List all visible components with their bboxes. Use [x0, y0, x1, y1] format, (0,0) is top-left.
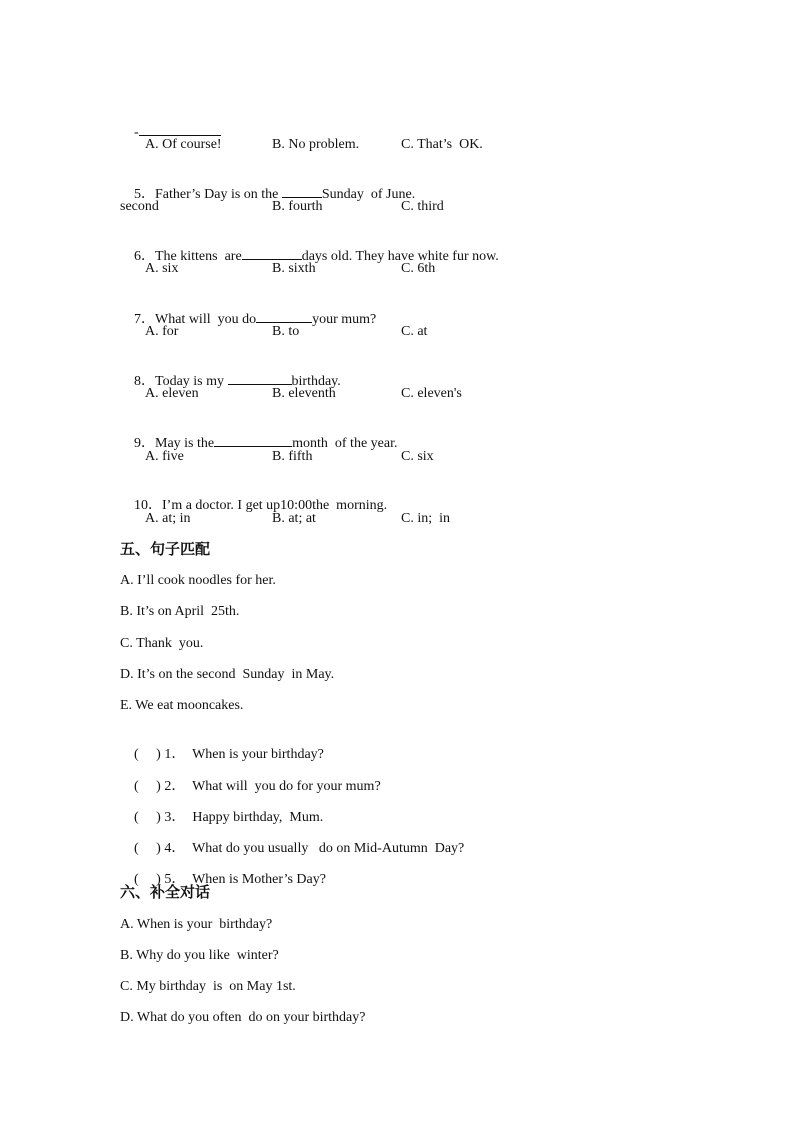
dialogue-option-d: D. What do you often do on your birthday?	[120, 1010, 366, 1025]
answer-blank	[139, 123, 221, 136]
match-question-text: What do you usually do on Mid-Autumn Day?	[192, 841, 465, 856]
question-text: your mum?	[312, 312, 377, 327]
q7-option-a: A. for	[145, 324, 179, 339]
section-6-title: 六、补全对话	[120, 883, 211, 901]
answer-bracket: ( ) 1．	[134, 747, 186, 762]
dialogue-option-b: B. Why do you like winter?	[120, 948, 279, 963]
q9-option-b: B. fifth	[272, 449, 313, 464]
question-text: Father’s Day is on the	[155, 187, 282, 202]
question-text: The kittens are	[155, 249, 242, 264]
answer-blank	[228, 372, 292, 385]
answer-bracket: ( ) 2．	[134, 779, 186, 794]
q9-option-a: A. five	[145, 449, 184, 464]
q5-option-c: C. third	[401, 199, 444, 214]
match-answer-a: A. I’ll cook noodles for her.	[120, 573, 276, 588]
dialogue-option-a: A. When is your birthday?	[120, 917, 273, 932]
answer-bracket: ( ) 3．	[134, 810, 186, 825]
q8-option-c: C. eleven's	[401, 386, 462, 401]
question-text: days old. They have white fur now.	[301, 249, 499, 264]
answer-blank	[214, 434, 292, 447]
match-question-text: Happy birthday, Mum.	[192, 810, 324, 825]
question-number: 9．	[134, 436, 155, 451]
q6-option-c: C. 6th	[401, 261, 436, 276]
q5-option-b: B. fourth	[272, 199, 323, 214]
q7-option-c: C. at	[401, 324, 428, 339]
question-text: May is the	[155, 436, 215, 451]
question-text: month of the year.	[292, 436, 398, 451]
q10-option-b: B. at; at	[272, 511, 316, 526]
answer-bracket: ( ) 4．	[134, 841, 186, 856]
match-question-text: What will you do for your mum?	[192, 779, 381, 794]
q10-option-a: A. at; in	[145, 511, 191, 526]
match-question-text: When is Mother’s Day?	[192, 872, 326, 887]
q8-option-a: A. eleven	[145, 386, 199, 401]
q6-option-b: B. sixth	[272, 261, 316, 276]
q4-option-a: A. Of course!	[145, 137, 222, 152]
q4-option-c: C. That’s OK.	[401, 137, 483, 152]
question-number: 7．	[134, 312, 155, 327]
question-number: 5．	[134, 187, 155, 202]
question-number: 10．	[134, 498, 162, 513]
q5-option-a: second	[120, 199, 159, 214]
match-answer-d: D. It’s on the second Sunday in May.	[120, 667, 335, 682]
q6-option-a: A. six	[145, 261, 179, 276]
match-answer-c: C. Thank you.	[120, 636, 204, 651]
match-answer-e: E. We eat mooncakes.	[120, 698, 244, 713]
q9-option-c: C. six	[401, 449, 434, 464]
question-5	[120, 167, 415, 222]
answer-blank	[282, 185, 322, 198]
question-text: Today is my	[155, 374, 228, 389]
answer-blank	[242, 247, 302, 260]
dialogue-option-c: C. My birthday is on May 1st.	[120, 979, 296, 994]
question-text: What will you do	[155, 312, 257, 327]
q4-option-b: B. No problem.	[272, 137, 360, 152]
dash: -	[134, 125, 139, 140]
q7-option-b: B. to	[272, 324, 300, 339]
answer-bracket: ( ) 5．	[134, 872, 186, 887]
q8-option-b: B. eleventh	[272, 386, 336, 401]
question-number: 8．	[134, 374, 155, 389]
question-number: 6．	[134, 249, 155, 264]
q10-option-c: C. in; in	[401, 511, 451, 526]
question-text: Sunday of June.	[321, 187, 416, 202]
question-text: birthday.	[291, 374, 341, 389]
question-text: I’m a doctor. I get up10:00the morning.	[162, 498, 388, 513]
answer-blank	[256, 310, 312, 323]
match-answer-b: B. It’s on April 25th.	[120, 604, 240, 619]
section-5-title: 五、句子匹配	[120, 540, 211, 558]
match-question-text: When is your birthday?	[192, 747, 324, 762]
